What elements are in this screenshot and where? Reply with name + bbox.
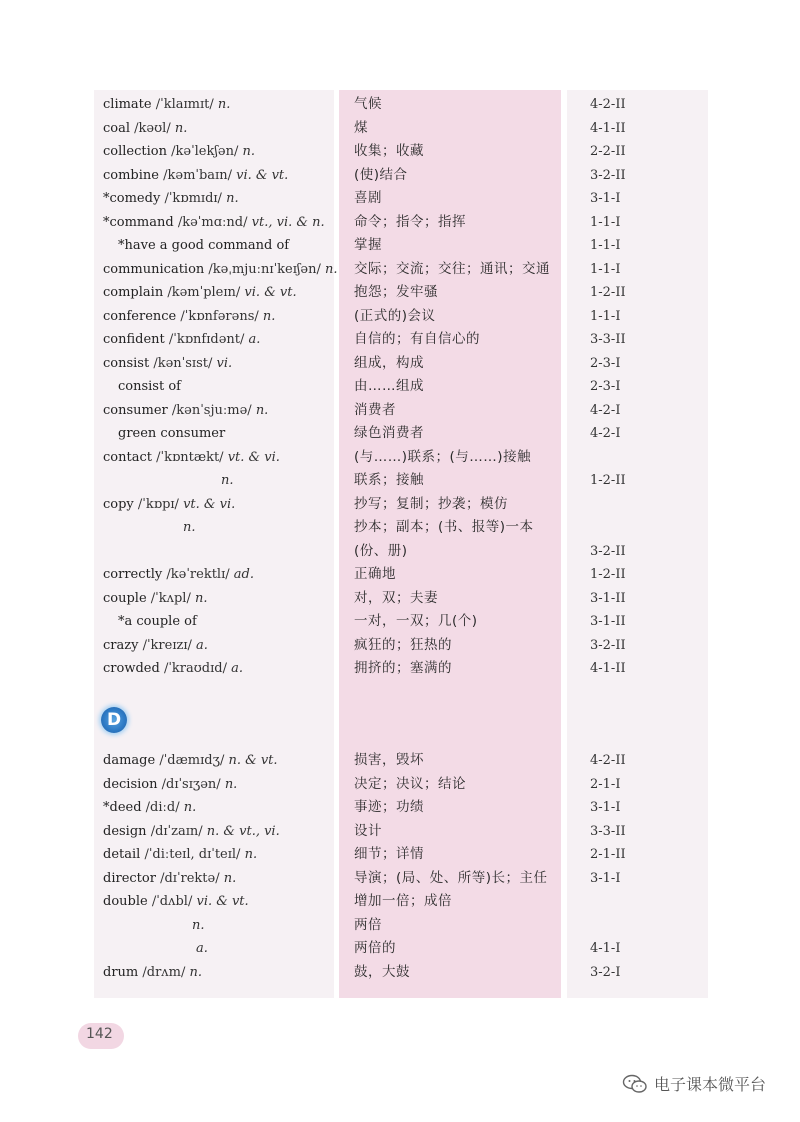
glossary-row (0, 93, 800, 116)
headword: collection (103, 144, 167, 159)
unit-reference: 1-1-I (590, 308, 621, 324)
chinese-meaning: 煤 (354, 119, 368, 136)
chinese-meaning: 抄本；副本；(书、报等)一本 (354, 519, 534, 535)
part-of-speech: n. (223, 870, 237, 886)
chinese-meaning: 导演；(局、处、所等)长；主任 (354, 869, 548, 886)
headword: combine (103, 167, 159, 183)
headword: crowded (103, 661, 160, 676)
headword-cell (103, 773, 237, 796)
headword: contact (103, 449, 152, 465)
unit-reference: 3-2-II (590, 543, 626, 559)
part-of-speech: ad. (233, 567, 254, 582)
headword-cell (103, 281, 297, 304)
headword: *comedy (103, 191, 161, 206)
headword-cell (103, 93, 230, 116)
part-of-speech: a. (248, 332, 261, 347)
chinese-meaning: 命令；指令；指挥 (354, 213, 466, 230)
glossary-row (0, 914, 800, 937)
phonetic: /kəˌmjuːnɪˈkeɪʃən/ (208, 261, 321, 277)
part-of-speech: a. (231, 661, 244, 676)
headword-cell (221, 469, 234, 492)
headword-cell (103, 117, 187, 140)
chinese-meaning: 正确地 (354, 566, 396, 582)
glossary-row (0, 187, 800, 210)
part-of-speech: n. (183, 520, 196, 535)
headword-cell (118, 234, 289, 257)
chinese-meaning: 事迹；功绩 (354, 799, 424, 815)
headword: design (103, 823, 147, 839)
glossary-row (0, 961, 800, 984)
phonetic: /kənˈsjuːmə/ (171, 402, 252, 418)
chinese-meaning: 自信的；有自信心的 (354, 331, 480, 347)
headword-cell (103, 164, 288, 187)
unit-reference: 4-1-II (590, 661, 626, 676)
glossary-row (0, 587, 800, 610)
glossary-row (0, 657, 800, 680)
phonetic: /drʌm/ (142, 964, 186, 980)
glossary-row (0, 796, 800, 819)
headword: *have a good command of (118, 238, 290, 253)
part-of-speech: n. & vt., vi. (206, 823, 280, 839)
chinese-meaning: (正式的)会议 (354, 307, 436, 324)
glossary-row (0, 352, 800, 375)
part-of-speech: n. (255, 402, 269, 418)
headword-cell (103, 749, 278, 772)
unit-reference: 3-1-I (590, 800, 621, 815)
phonetic: /ˈkɒmɪdɪ/ (164, 191, 222, 206)
part-of-speech: n. (221, 473, 234, 488)
part-of-speech: n. (189, 964, 203, 980)
section-letter: D (106, 710, 122, 730)
chinese-meaning: 鼓，大鼓 (354, 963, 410, 980)
phonetic: /ˈkraʊdɪd/ (163, 661, 227, 676)
part-of-speech: n. (244, 847, 258, 862)
glossary-row (0, 422, 800, 445)
unit-reference: 2-1-II (590, 847, 626, 862)
part-of-speech: n. (217, 97, 231, 112)
headword-cell (103, 187, 239, 210)
chinese-meaning: 掌握 (354, 237, 382, 253)
headword-cell (118, 610, 197, 633)
phonetic: /ˈkreɪzɪ/ (142, 637, 192, 653)
headword: green consumer (118, 426, 226, 441)
headword-cell (103, 140, 255, 163)
chinese-meaning: 抱怨；发牢骚 (354, 284, 438, 300)
phonetic: /dɪˈsɪʒən/ (161, 776, 221, 792)
glossary-row (0, 937, 800, 960)
headword-cell (103, 352, 232, 375)
unit-reference: 3-3-II (590, 823, 626, 839)
chinese-meaning: 设计 (354, 822, 382, 839)
glossary-row (0, 211, 800, 234)
headword: communication (103, 261, 205, 277)
glossary-row (0, 117, 800, 140)
headword-cell (103, 563, 254, 586)
phonetic: /ˈkɒntækt/ (156, 449, 224, 465)
unit-reference: 4-2-II (590, 753, 626, 768)
glossary-row (0, 446, 800, 469)
part-of-speech: n. & vt. (228, 753, 278, 768)
headword: director (103, 870, 156, 886)
glossary-row (0, 890, 800, 913)
glossary-row (0, 634, 800, 657)
chinese-meaning: 由……组成 (354, 378, 424, 394)
glossary-row (0, 399, 800, 422)
watermark-text: 电子课本微平台 (654, 1075, 767, 1094)
phonetic: /ˈklaɪmɪt/ (155, 97, 214, 112)
phonetic: /ˈkʌpl/ (150, 590, 191, 606)
headword: crazy (103, 637, 139, 653)
glossary-row (0, 516, 800, 539)
headword: conference (103, 308, 177, 324)
phonetic: /ˈdʌbl/ (151, 894, 193, 909)
headword: *a couple of (118, 614, 197, 629)
glossary-row (0, 563, 800, 586)
unit-reference: 1-2-II (590, 567, 626, 582)
phonetic: /ˈdiːteɪl, dɪˈteɪl/ (144, 847, 241, 862)
headword-cell (118, 375, 181, 398)
unit-reference: 1-2-II (590, 285, 626, 300)
unit-reference: 3-1-II (590, 614, 626, 629)
unit-reference: 4-2-II (590, 97, 626, 112)
chinese-meaning: 两倍 (354, 916, 382, 933)
chinese-meaning: (份、册) (354, 542, 408, 559)
headword-cell (103, 328, 260, 351)
glossary-row (0, 281, 800, 304)
headword: detail (103, 847, 141, 862)
glossary-row (0, 234, 800, 257)
unit-reference: 1-1-I (590, 261, 621, 277)
chinese-meaning: 绿色消费者 (354, 425, 424, 441)
phonetic: /kəˈmɑːnd/ (177, 214, 248, 230)
headword: double (103, 894, 148, 909)
part-of-speech: vi. & vt. (236, 167, 289, 183)
unit-reference: 3-2-I (590, 964, 621, 980)
chinese-meaning: 喜剧 (354, 190, 382, 206)
headword-cell (118, 422, 225, 445)
part-of-speech: n. (183, 800, 197, 815)
phonetic: /kəmˈpleɪn/ (167, 285, 241, 300)
chinese-meaning: 气候 (354, 96, 382, 112)
unit-reference: 1-1-I (590, 238, 621, 253)
headword: complain (103, 285, 164, 300)
unit-reference: 2-2-II (590, 144, 626, 159)
headword: consumer (103, 402, 168, 418)
unit-reference: 4-2-I (590, 426, 621, 441)
headword-cell (192, 914, 205, 937)
headword: copy (103, 496, 134, 512)
phonetic: /kəʊl/ (134, 120, 171, 136)
headword: drum (103, 964, 139, 980)
glossary-row (0, 540, 800, 563)
headword-cell (103, 399, 268, 422)
phonetic: /kəˈrektlɪ/ (166, 567, 230, 582)
unit-reference: 3-2-II (590, 167, 626, 183)
chinese-meaning: 对，双；夫妻 (354, 589, 438, 606)
chinese-meaning: 拥挤的；塞满的 (354, 660, 452, 676)
glossary-row (0, 867, 800, 890)
headword-cell (196, 937, 208, 960)
glossary-row (0, 843, 800, 866)
unit-reference: 3-1-I (590, 191, 621, 206)
chinese-meaning: 细节；详情 (354, 846, 424, 862)
part-of-speech: n. (192, 917, 205, 933)
headword-cell (103, 657, 243, 680)
glossary-row (0, 493, 800, 516)
wechat-icon (622, 1074, 648, 1094)
phonetic: /kənˈsɪst/ (153, 355, 213, 371)
page-number: 142 (86, 1026, 113, 1042)
part-of-speech: vi. & vt. (196, 894, 249, 909)
chinese-meaning: 交际；交流；交往；通讯；交通 (354, 260, 550, 277)
headword-cell (103, 634, 208, 657)
glossary-row (0, 749, 800, 772)
glossary-row (0, 305, 800, 328)
unit-reference: 3-2-II (590, 637, 626, 653)
headword-cell (103, 890, 249, 913)
chinese-meaning: 疯狂的；狂热的 (354, 636, 452, 653)
part-of-speech: a. (196, 941, 208, 956)
part-of-speech: n. (174, 120, 188, 136)
headword-cell (103, 211, 325, 234)
part-of-speech: n. (325, 261, 338, 277)
phonetic: /ˈkɒnfɪdənt/ (168, 332, 245, 347)
chinese-meaning: 联系；接触 (354, 472, 424, 488)
headword: consist (103, 355, 150, 371)
part-of-speech: n. (262, 308, 276, 324)
part-of-speech: n. (194, 590, 208, 606)
unit-reference: 4-1-I (590, 941, 621, 956)
headword-cell (103, 961, 202, 984)
headword: decision (103, 776, 158, 792)
phonetic: /kəmˈbaɪn/ (163, 167, 232, 183)
glossary-row (0, 164, 800, 187)
chinese-meaning: 决定；决议；结论 (354, 775, 466, 792)
unit-reference: 2-3-I (590, 355, 621, 371)
glossary-row (0, 258, 800, 281)
unit-reference: 2-3-I (590, 379, 621, 394)
headword: confident (103, 332, 165, 347)
phonetic: /diːd/ (145, 800, 180, 815)
phonetic: /ˈkɒpɪ/ (137, 496, 179, 512)
part-of-speech: a. (196, 637, 208, 653)
headword: *command (103, 214, 174, 230)
part-of-speech: vt. & vi. (183, 496, 236, 512)
headword-cell (183, 516, 196, 539)
headword: *deed (103, 800, 142, 815)
headword: couple (103, 590, 147, 606)
headword-cell (103, 843, 257, 866)
glossary-row (0, 328, 800, 351)
headword-cell (103, 446, 280, 469)
chinese-meaning: (使)结合 (354, 166, 408, 183)
chinese-meaning: 一对，一双；几(个) (354, 613, 478, 629)
headword-cell (103, 867, 236, 890)
unit-reference: 4-2-I (590, 402, 621, 418)
unit-reference: 3-1-I (590, 870, 621, 886)
section-letter-badge (101, 707, 127, 733)
headword-cell (103, 796, 196, 819)
glossary-row (0, 820, 800, 843)
chinese-meaning: (与……)联系；(与……)接触 (354, 448, 532, 465)
headword-cell (103, 258, 338, 281)
chinese-meaning: 组成，构成 (354, 354, 424, 371)
unit-reference: 3-3-II (590, 332, 626, 347)
phonetic: /kəˈlekʃən/ (171, 144, 239, 159)
watermark (622, 1072, 766, 1095)
unit-reference: 1-1-I (590, 214, 621, 230)
unit-reference: 1-2-II (590, 473, 626, 488)
glossary-row (0, 469, 800, 492)
glossary-row (0, 773, 800, 796)
headword-cell (103, 820, 280, 843)
headword: consist of (118, 379, 181, 394)
headword: damage (103, 753, 156, 768)
part-of-speech: n. (226, 191, 239, 206)
glossary-row (0, 140, 800, 163)
glossary-row (0, 610, 800, 633)
phonetic: /dɪˈrektə/ (160, 870, 220, 886)
part-of-speech: n. (224, 776, 238, 792)
chinese-meaning: 两倍的 (354, 940, 396, 956)
unit-reference: 4-1-II (590, 120, 626, 136)
part-of-speech: vi. & vt. (244, 285, 297, 300)
chinese-meaning: 收集；收藏 (354, 143, 424, 159)
chinese-meaning: 抄写；复制；抄袭；模仿 (354, 495, 508, 512)
phonetic: /dɪˈzaɪn/ (150, 823, 203, 839)
unit-reference: 2-1-I (590, 776, 621, 792)
headword: correctly (103, 567, 163, 582)
part-of-speech: vi. (216, 355, 233, 371)
part-of-speech: vt., vi. & n. (251, 214, 325, 230)
glossary-row (0, 375, 800, 398)
chinese-meaning: 消费者 (354, 401, 396, 418)
part-of-speech: vt. & vi. (227, 449, 280, 465)
headword-cell (103, 305, 275, 328)
headword-cell (103, 493, 235, 516)
chinese-meaning: 增加一倍；成倍 (354, 893, 452, 909)
headword: coal (103, 120, 131, 136)
headword: climate (103, 97, 152, 112)
unit-reference: 3-1-II (590, 590, 626, 606)
phonetic: /ˈkɒnfərəns/ (180, 308, 259, 324)
chinese-meaning: 损害，毁坏 (354, 752, 424, 768)
headword-cell (103, 587, 208, 610)
phonetic: /ˈdæmɪdʒ/ (159, 753, 225, 768)
part-of-speech: n. (242, 144, 256, 159)
